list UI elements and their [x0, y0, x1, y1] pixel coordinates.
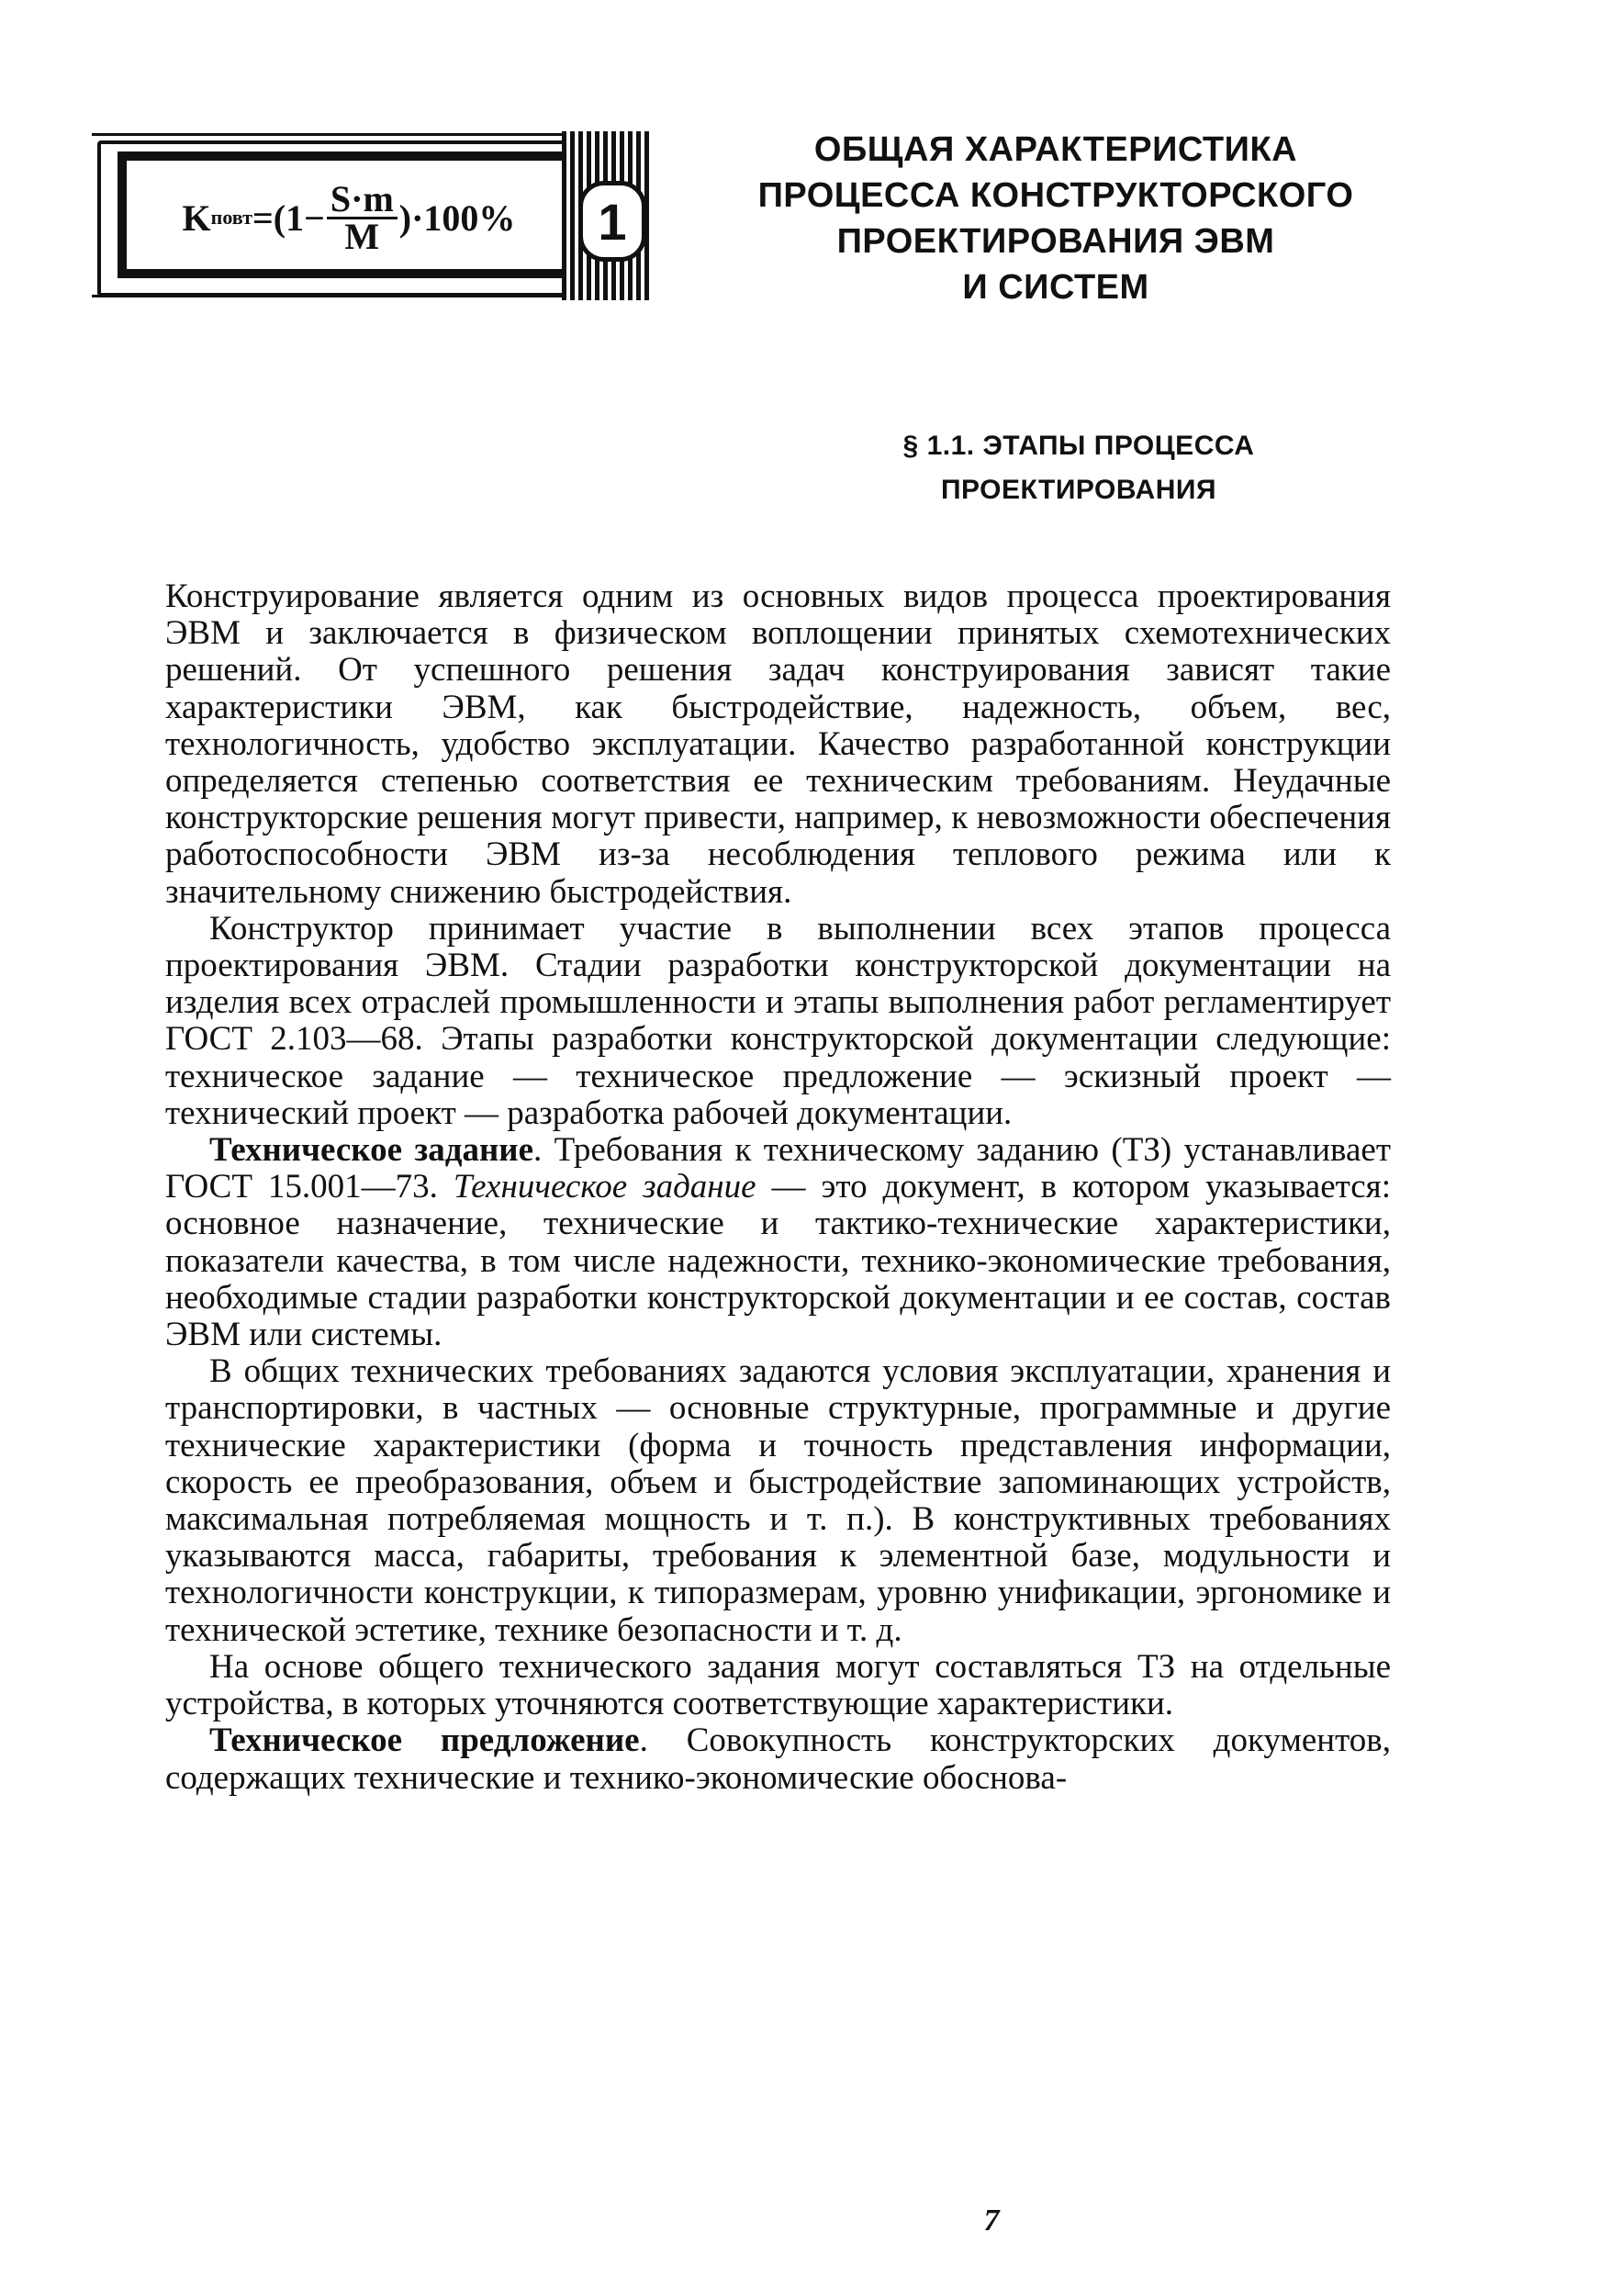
body-text [165, 578, 1391, 1797]
paragraph: На основе общего технического задания могут составляться ТЗ на отдельные устройства, в которых уточняются соответствующие характеристики. [165, 1647, 1391, 1723]
chapter-title-line: ПРОЕКТИРОВАНИЯ ЭВМ [836, 222, 1275, 261]
chapter-emblem [92, 124, 652, 308]
chapter-title-line: ОБЩАЯ ХАРАКТЕРИСТИКА [813, 130, 1298, 169]
emblem-formula [129, 177, 569, 257]
paragraph [165, 1132, 1391, 1353]
formula-lhs: K [182, 196, 211, 239]
section-title-line: § 1.1. ЭТАПЫ ПРОЦЕССА [902, 431, 1255, 461]
paragraph [165, 1722, 1391, 1796]
term-technical-proposal: Техническое предложение [209, 1722, 640, 1760]
paragraph: В общих технических требованиях задаются условия эксплуатации, хранения и транспортировки, в частных — основные структурные, программные и другие технические характеристики (форма и точность представления информации, скорость ее преобразования, объем и быстродействие запоминающих устройств, максимальная потребляемая мощность и т. п.). В конструктивных требованиях указываются масса, габариты, требования к элементной базе, модульности и технологичности конструкции, к типоразмерам, уровню унификации, эргономике и технической эстетике, технике безопасности и т. д. [165, 1352, 1391, 1649]
formula-fraction [327, 177, 398, 257]
formula-lhs-subscript: повт [210, 206, 252, 229]
chapter-title-line: И СИСТЕМ [962, 268, 1149, 307]
formula-close: )·100% [398, 196, 516, 239]
term-italic: Техническое задание [453, 1168, 756, 1206]
formula-denominator: M [344, 215, 380, 257]
paragraph-text: . Совокупность конструкторских документов, содержащих технические и технико-экономические обоснова- [165, 1722, 1391, 1797]
section-title-line: ПРОЕКТИРОВАНИЯ [940, 475, 1217, 505]
paragraph-text: . Требования к техническому заданию (ТЗ) устанавливает ГОСТ 15.001—73. [165, 1131, 1391, 1206]
term-technical-task: Техническое задание [209, 1131, 534, 1170]
emblem-rule-top [92, 133, 620, 136]
formula-open: =(1− [252, 196, 325, 239]
paragraph-text: — это документ, в котором указывается: основное назначение, технические и тактико-технические характеристики, показатели качества, в том числе надежности, технико-экономические требования, необходимые стадии разработки конструкторской документации и ее состав, состав ЭВМ или системы. [165, 1168, 1391, 1354]
paragraph: Конструктор принимает участие в выполнении всех этапов процесса проектирования ЭВМ. Стадии разработки конструкторской документации на изделия всех отраслей промышленности и этапы выполнения работ регламентирует ГОСТ 2.103—68. Этапы разработки конструкторской документации следующие: техническое задание — техническое предложение — эскизный проект — технический проект — разработка рабочей документации. [165, 909, 1391, 1132]
chapter-title [675, 127, 1437, 310]
formula-numerator: S·m [327, 182, 398, 219]
emblem-rule-bottom [92, 295, 620, 297]
paragraph: Конструирование является одним из основных видов процесса проектирования ЭВМ и заключается в физическом воплощении принятых схемотехнических решений. От успешного решения задач конструирования зависят такие характеристики ЭВМ, как быстродействие, надежность, объем, вес, технологичность, удобство эксплуатации. Качество разработанной конструкции определяется степенью соответствия ее техническим требованиям. Неудачные конструкторские решения могут привести, например, к невозможности обеспечения работоспособности ЭВМ из-за несоблюдения теплового режима или к значительному снижению быстродействия. [165, 578, 1391, 911]
chapter-number-badge: 1 [578, 181, 646, 262]
chapter-title-line: ПРОЦЕССА КОНСТРУКТОРСКОГО [757, 176, 1354, 215]
section-title [748, 424, 1409, 512]
page-number: 7 [983, 2204, 1000, 2238]
